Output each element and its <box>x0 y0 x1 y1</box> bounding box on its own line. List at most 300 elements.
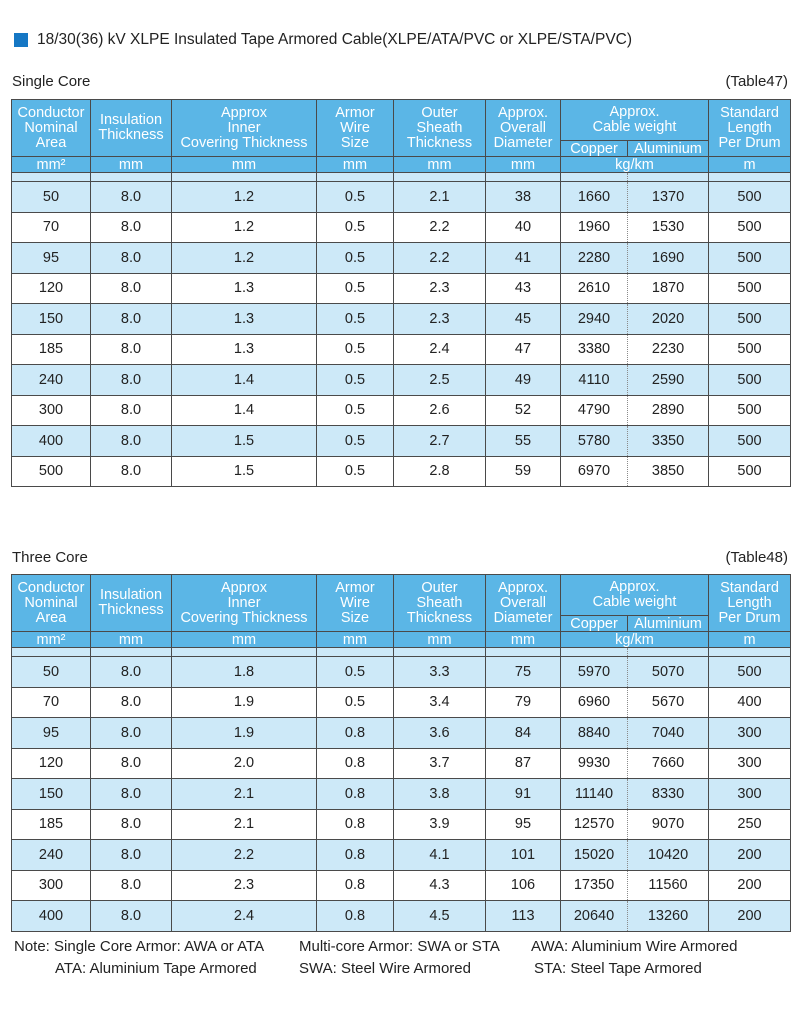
table-row <box>12 212 791 243</box>
table-ref: (Table47) <box>725 73 788 90</box>
header-line: Overall <box>500 119 546 136</box>
spacer-cell <box>317 648 394 657</box>
table-cell: 79 <box>486 687 561 718</box>
spacer-cell <box>172 173 317 182</box>
unit-area: mm² <box>12 157 91 173</box>
table-cell: 2.5 <box>394 365 486 396</box>
table-cell: 0.8 <box>317 901 394 932</box>
header-line: Covering Thickness <box>180 134 308 151</box>
table-row <box>12 718 791 749</box>
spacer-row <box>12 173 791 182</box>
table-cell: 49 <box>486 365 561 396</box>
table-cell: 2.1 <box>394 182 486 213</box>
header-row <box>12 100 791 141</box>
table-cell: 500 <box>709 182 791 213</box>
unit-armor: mm <box>317 157 394 173</box>
header-line: Thickness <box>406 134 473 151</box>
table-cell: 2.2 <box>172 840 317 871</box>
header-line: Approx <box>221 579 267 596</box>
header-outer-sheath <box>394 100 486 157</box>
table-cell: 1.3 <box>172 334 317 365</box>
table-cell: 8.0 <box>91 687 172 718</box>
table-ref: (Table48) <box>725 549 788 566</box>
table-cell: 240 <box>12 365 91 396</box>
table-cell: 1660 <box>561 182 628 213</box>
header-line: Conductor <box>17 104 85 121</box>
table-cell: 6970 <box>561 456 628 487</box>
table-cell: 95 <box>12 718 91 749</box>
table-cell: 2.0 <box>172 748 317 779</box>
notes <box>14 938 794 982</box>
header-line: Outer <box>421 579 458 596</box>
header-line: Conductor <box>17 579 85 596</box>
header-line: Length <box>727 594 772 611</box>
table-label: Three Core <box>12 549 88 566</box>
table-cell: 8.0 <box>91 456 172 487</box>
note-line <box>14 960 794 982</box>
header-insulation <box>91 575 172 632</box>
spacer-cell <box>317 173 394 182</box>
table-cell: 52 <box>486 395 561 426</box>
table-cell: 1.2 <box>172 243 317 274</box>
table-cell: 2230 <box>628 334 709 365</box>
header-line: Insulation <box>99 587 163 603</box>
table-row <box>12 748 791 779</box>
spacer-cell <box>394 648 486 657</box>
table-cell: 4110 <box>561 365 628 396</box>
table-row <box>12 243 791 274</box>
header-line: Cable weight <box>592 594 677 610</box>
table-cell: 0.8 <box>317 840 394 871</box>
table-cell: 59 <box>486 456 561 487</box>
header-line: Diameter <box>493 134 553 151</box>
table-cell: 120 <box>12 748 91 779</box>
table-cell: 38 <box>486 182 561 213</box>
header-line: Overall <box>500 594 546 611</box>
header-line: Nominal <box>24 594 78 611</box>
unit-armor: mm <box>317 632 394 648</box>
table-cell: 17350 <box>561 870 628 901</box>
table-cell: 41 <box>486 243 561 274</box>
table-cell: 9070 <box>628 809 709 840</box>
spacer-row <box>12 648 791 657</box>
header-inner-covering <box>172 100 317 157</box>
table-cell: 300 <box>12 395 91 426</box>
note-text: STA: Steel Tape Armored <box>534 960 702 977</box>
unit-length: m <box>709 157 791 173</box>
units-row <box>12 157 791 173</box>
table-cell: 500 <box>709 212 791 243</box>
header-line: Sheath <box>416 594 463 611</box>
table-cell: 2.2 <box>394 212 486 243</box>
table-cell: 500 <box>709 334 791 365</box>
header-overall-diameter <box>486 575 561 632</box>
table-cell: 6960 <box>561 687 628 718</box>
table-cell: 1370 <box>628 182 709 213</box>
table-cell: 55 <box>486 426 561 457</box>
header-line: Outer <box>421 104 458 121</box>
table-caption-1 <box>12 73 788 91</box>
table-cell: 75 <box>486 657 561 688</box>
table-row <box>12 182 791 213</box>
table-row <box>12 304 791 335</box>
note-line <box>14 938 794 960</box>
table-cell: 5780 <box>561 426 628 457</box>
header-line: Approx. <box>609 579 660 595</box>
table-row <box>12 687 791 718</box>
unit-inner: mm <box>172 157 317 173</box>
unit-insulation: mm <box>91 157 172 173</box>
unit-sheath: mm <box>394 632 486 648</box>
header-line: Per Drum <box>718 134 781 151</box>
header-line: Standard <box>720 579 779 596</box>
header-line: Wire <box>340 119 370 136</box>
header-insulation <box>91 100 172 157</box>
spacer-cell <box>394 173 486 182</box>
table-cell: 50 <box>12 657 91 688</box>
table-cell: 4.3 <box>394 870 486 901</box>
table-cell: 500 <box>709 243 791 274</box>
table-cell: 2.3 <box>394 304 486 335</box>
table-cell: 101 <box>486 840 561 871</box>
header-line: Armor <box>335 104 375 121</box>
table-cell: 8330 <box>628 779 709 810</box>
unit-weight: kg/km <box>561 157 709 173</box>
table-cell: 0.5 <box>317 657 394 688</box>
table-cell: 2020 <box>628 304 709 335</box>
table-cell: 8.0 <box>91 243 172 274</box>
header-line: Thickness <box>98 127 164 143</box>
table-cell: 185 <box>12 334 91 365</box>
table-row <box>12 456 791 487</box>
table-cell: 300 <box>12 870 91 901</box>
header-line: Insulation <box>99 112 163 128</box>
table-cell: 106 <box>486 870 561 901</box>
spacer-cell <box>709 648 791 657</box>
table-cell: 0.5 <box>317 182 394 213</box>
table-cell: 87 <box>486 748 561 779</box>
table-cell: 13260 <box>628 901 709 932</box>
table-row <box>12 365 791 396</box>
spacer-cell <box>91 173 172 182</box>
table-cell: 8.0 <box>91 748 172 779</box>
header-line: Nominal <box>24 119 78 136</box>
table-cell: 2280 <box>561 243 628 274</box>
table-cell: 0.5 <box>317 334 394 365</box>
note-text: Multi-core Armor: SWA or STA <box>299 938 500 955</box>
spacer-cell <box>709 173 791 182</box>
spec-table-single-core <box>11 99 791 487</box>
table-cell: 11560 <box>628 870 709 901</box>
table-cell: 3.3 <box>394 657 486 688</box>
table-cell: 300 <box>709 779 791 810</box>
table-row <box>12 779 791 810</box>
table-cell: 0.5 <box>317 395 394 426</box>
table-cell: 2.3 <box>394 273 486 304</box>
table-cell: 0.5 <box>317 365 394 396</box>
header-area <box>12 575 91 632</box>
table-cell: 500 <box>709 657 791 688</box>
table-cell: 8.0 <box>91 840 172 871</box>
unit-insulation: mm <box>91 632 172 648</box>
header-line: Length <box>727 119 772 136</box>
header-line: Armor <box>335 579 375 596</box>
header-area <box>12 100 91 157</box>
table-cell: 3.8 <box>394 779 486 810</box>
header-line: Diameter <box>493 609 553 626</box>
table-cell: 0.8 <box>317 809 394 840</box>
header-line: Inner <box>227 119 261 136</box>
table-cell: 10420 <box>628 840 709 871</box>
table-cell: 200 <box>709 870 791 901</box>
table-cell: 3.9 <box>394 809 486 840</box>
table-cell: 70 <box>12 687 91 718</box>
table-cell: 5070 <box>628 657 709 688</box>
table-cell: 1.5 <box>172 456 317 487</box>
table-cell: 500 <box>709 426 791 457</box>
table-cell: 2610 <box>561 273 628 304</box>
table-cell: 2.4 <box>172 901 317 932</box>
table-row <box>12 657 791 688</box>
header-cable-weight <box>561 100 709 141</box>
table-cell: 8.0 <box>91 182 172 213</box>
table-cell: 250 <box>709 809 791 840</box>
header-cable-weight <box>561 575 709 616</box>
header-line: Size <box>340 134 370 151</box>
table-cell: 1530 <box>628 212 709 243</box>
header-standard-length <box>709 575 791 632</box>
table-cell: 1.4 <box>172 365 317 396</box>
table-cell: 1.9 <box>172 687 317 718</box>
header-aluminium: Aluminium <box>628 141 709 157</box>
table-cell: 0.5 <box>317 212 394 243</box>
header-line: Per Drum <box>718 609 781 626</box>
table-cell: 0.8 <box>317 748 394 779</box>
page-title <box>14 30 632 50</box>
table-cell: 3850 <box>628 456 709 487</box>
note-text: AWA: Aluminium Wire Armored <box>531 938 738 955</box>
table-cell: 5970 <box>561 657 628 688</box>
table-cell: 8.0 <box>91 365 172 396</box>
spacer-cell <box>12 648 91 657</box>
table-cell: 12570 <box>561 809 628 840</box>
unit-area: mm² <box>12 632 91 648</box>
table-cell: 300 <box>709 718 791 749</box>
table-cell: 185 <box>12 809 91 840</box>
table-cell: 8.0 <box>91 809 172 840</box>
table-cell: 1.2 <box>172 182 317 213</box>
table-cell: 2.3 <box>172 870 317 901</box>
table-cell: 0.8 <box>317 718 394 749</box>
table-label: Single Core <box>12 73 91 90</box>
spacer-cell <box>628 173 709 182</box>
table-cell: 8.0 <box>91 395 172 426</box>
table-cell: 8.0 <box>91 426 172 457</box>
table-cell: 2890 <box>628 395 709 426</box>
table-row <box>12 870 791 901</box>
table-cell: 500 <box>709 395 791 426</box>
table-cell: 240 <box>12 840 91 871</box>
header-standard-length <box>709 100 791 157</box>
spacer-cell <box>172 648 317 657</box>
units-row <box>12 632 791 648</box>
header-line: Area <box>35 134 67 151</box>
header-line: Standard <box>720 104 779 121</box>
unit-diameter: mm <box>486 157 561 173</box>
unit-weight: kg/km <box>561 632 709 648</box>
table-cell: 2.6 <box>394 395 486 426</box>
header-copper: Copper <box>561 616 628 632</box>
header-armor-wire <box>317 575 394 632</box>
table-cell: 1.8 <box>172 657 317 688</box>
table-cell: 400 <box>12 426 91 457</box>
table-cell: 0.8 <box>317 870 394 901</box>
table-cell: 113 <box>486 901 561 932</box>
table-cell: 2590 <box>628 365 709 396</box>
header-overall-diameter <box>486 100 561 157</box>
table-cell: 0.5 <box>317 304 394 335</box>
header-line: Approx. <box>609 104 660 120</box>
table-cell: 500 <box>709 273 791 304</box>
header-line: Covering Thickness <box>180 609 308 626</box>
table-cell: 1.9 <box>172 718 317 749</box>
header-line: Inner <box>227 594 261 611</box>
unit-length: m <box>709 632 791 648</box>
header-line: Thickness <box>98 602 164 618</box>
table-cell: 3380 <box>561 334 628 365</box>
table-cell: 8.0 <box>91 212 172 243</box>
table-cell: 84 <box>486 718 561 749</box>
table-cell: 3.4 <box>394 687 486 718</box>
table-cell: 200 <box>709 901 791 932</box>
note-text: Note: Single Core Armor: AWA or ATA <box>14 938 265 955</box>
table-cell: 70 <box>12 212 91 243</box>
header-line: Approx. <box>498 579 548 596</box>
table-cell: 1.3 <box>172 304 317 335</box>
header-line: Approx <box>221 104 267 121</box>
header-line: Approx. <box>498 104 548 121</box>
table-cell: 43 <box>486 273 561 304</box>
table-cell: 9930 <box>561 748 628 779</box>
table-cell: 8.0 <box>91 779 172 810</box>
table-cell: 8.0 <box>91 718 172 749</box>
table-cell: 4790 <box>561 395 628 426</box>
title-text: 18/30(36) kV XLPE Insulated Tape Armored Cable(XLPE/ATA/PVC or XLPE/STA/PVC) <box>37 31 633 48</box>
header-row <box>12 575 791 616</box>
table-cell: 45 <box>486 304 561 335</box>
table-cell: 400 <box>709 687 791 718</box>
header-line: Wire <box>340 594 370 611</box>
table-cell: 15020 <box>561 840 628 871</box>
table-cell: 200 <box>709 840 791 871</box>
note-text: SWA: Steel Wire Armored <box>299 960 471 977</box>
header-line: Sheath <box>416 119 463 136</box>
table-cell: 0.5 <box>317 243 394 274</box>
table-cell: 20640 <box>561 901 628 932</box>
unit-inner: mm <box>172 632 317 648</box>
spacer-cell <box>561 173 628 182</box>
table-cell: 300 <box>709 748 791 779</box>
table-cell: 3350 <box>628 426 709 457</box>
table-cell: 500 <box>709 456 791 487</box>
table-cell: 8.0 <box>91 901 172 932</box>
table-cell: 8.0 <box>91 870 172 901</box>
spacer-cell <box>561 648 628 657</box>
spacer-cell <box>12 173 91 182</box>
table-cell: 8.0 <box>91 334 172 365</box>
spacer-cell <box>486 173 561 182</box>
spacer-cell <box>628 648 709 657</box>
table-cell: 95 <box>486 809 561 840</box>
table-row <box>12 395 791 426</box>
table-cell: 1.5 <box>172 426 317 457</box>
table-cell: 0.5 <box>317 456 394 487</box>
table-cell: 2.1 <box>172 779 317 810</box>
table-cell: 150 <box>12 304 91 335</box>
table-cell: 50 <box>12 182 91 213</box>
table-cell: 8840 <box>561 718 628 749</box>
table-cell: 3.7 <box>394 748 486 779</box>
spacer-cell <box>91 648 172 657</box>
table-cell: 150 <box>12 779 91 810</box>
table-cell: 500 <box>709 304 791 335</box>
table-cell: 8.0 <box>91 657 172 688</box>
table-cell: 1.3 <box>172 273 317 304</box>
table-cell: 0.5 <box>317 687 394 718</box>
table-cell: 1870 <box>628 273 709 304</box>
header-outer-sheath <box>394 575 486 632</box>
table-cell: 11140 <box>561 779 628 810</box>
header-armor-wire <box>317 100 394 157</box>
table-cell: 0.8 <box>317 779 394 810</box>
table-cell: 1.4 <box>172 395 317 426</box>
spec-table-three-core <box>11 574 791 932</box>
table-cell: 4.1 <box>394 840 486 871</box>
table-cell: 7660 <box>628 748 709 779</box>
table-cell: 400 <box>12 901 91 932</box>
table-cell: 2940 <box>561 304 628 335</box>
table-cell: 7040 <box>628 718 709 749</box>
unit-sheath: mm <box>394 157 486 173</box>
table-cell: 40 <box>486 212 561 243</box>
table-cell: 3.6 <box>394 718 486 749</box>
table-cell: 0.5 <box>317 273 394 304</box>
table-cell: 5670 <box>628 687 709 718</box>
table-cell: 8.0 <box>91 304 172 335</box>
table-cell: 47 <box>486 334 561 365</box>
table-cell: 1690 <box>628 243 709 274</box>
spacer-cell <box>486 648 561 657</box>
table-cell: 91 <box>486 779 561 810</box>
title-square-icon <box>14 33 28 47</box>
header-aluminium: Aluminium <box>628 616 709 632</box>
table-cell: 0.5 <box>317 426 394 457</box>
table-cell: 500 <box>12 456 91 487</box>
table-cell: 4.5 <box>394 901 486 932</box>
header-inner-covering <box>172 575 317 632</box>
table-cell: 2.4 <box>394 334 486 365</box>
table-cell: 1.2 <box>172 212 317 243</box>
table-row <box>12 809 791 840</box>
table-row <box>12 273 791 304</box>
table-cell: 2.1 <box>172 809 317 840</box>
table-caption-2 <box>12 549 788 567</box>
header-line: Cable weight <box>592 119 677 135</box>
table-cell: 1960 <box>561 212 628 243</box>
header-line: Size <box>340 609 370 626</box>
table-cell: 500 <box>709 365 791 396</box>
table-cell: 2.7 <box>394 426 486 457</box>
